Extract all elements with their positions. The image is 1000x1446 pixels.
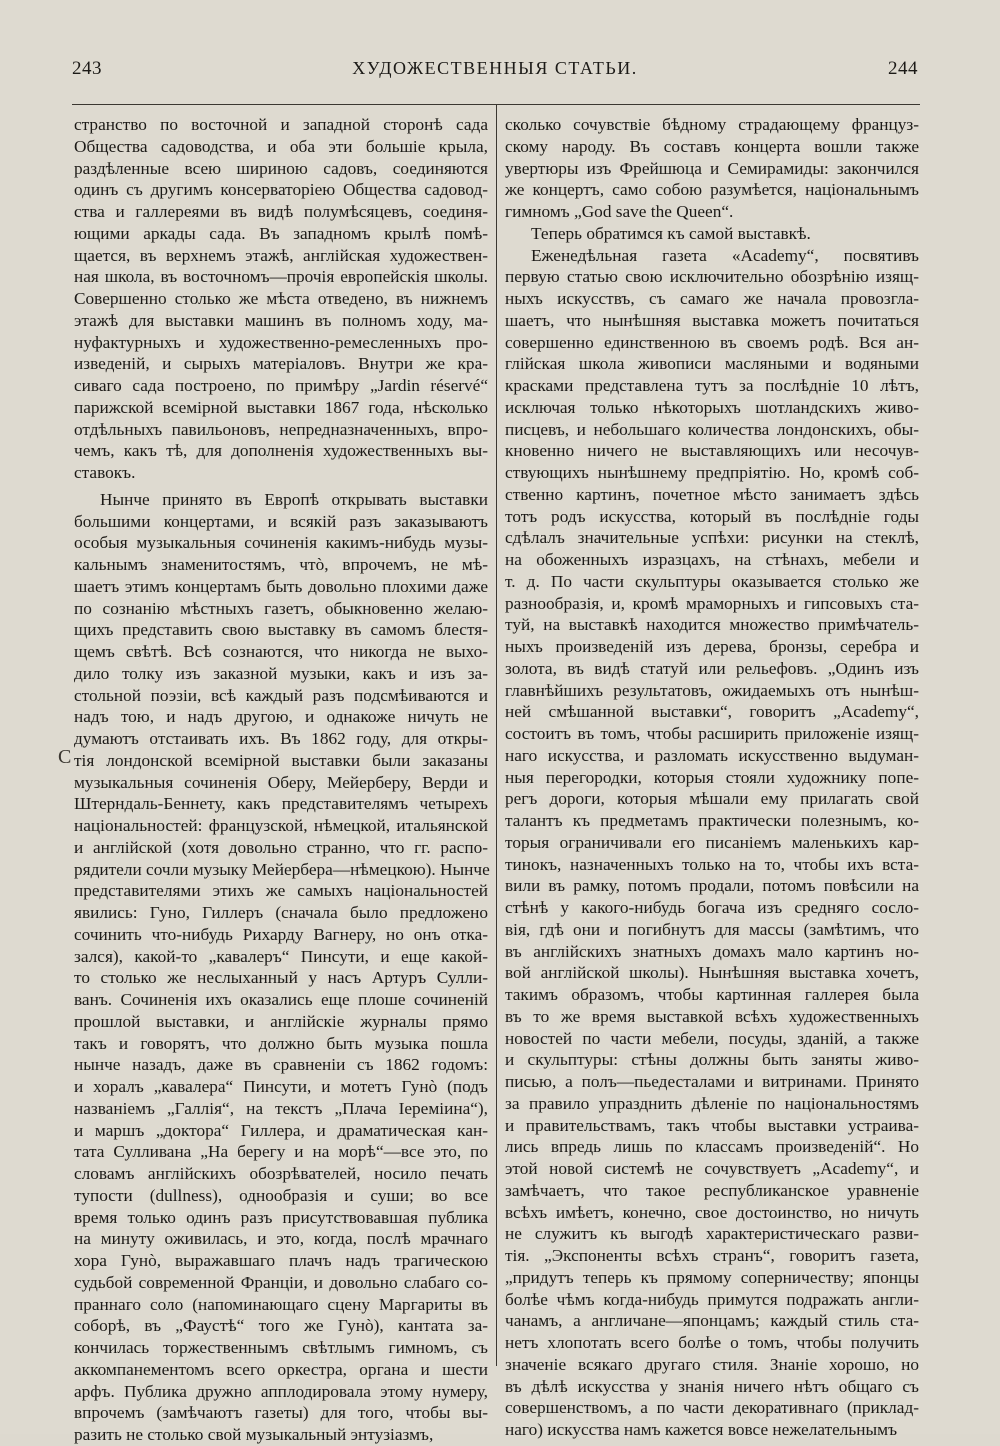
text-line: Штерндаль-Беннету, какъ представителямъ четырехъ <box>74 794 488 814</box>
text-line: время только одинъ разъ присутствовавшая публика <box>74 1207 488 1227</box>
text-line: Совершенно столько же мѣста отведено, въ нижнемъ <box>74 289 488 308</box>
text-line: парижской всемірной выставки 1867 года, нѣсколько <box>74 397 488 417</box>
text-line: и скульптуры: стѣны должны быть заняты живо- <box>505 1050 919 1070</box>
text-line: стольной поэзіи, всѣ каждый разъ подсмѣиваются и <box>74 685 488 705</box>
text-line: Теперь обратимся къ самой выставкѣ. <box>531 223 811 243</box>
text-line: одинъ съ другимъ консерваторіею Общества садовод- <box>74 180 488 200</box>
text-line: щемъ свѣтѣ. Всѣ сознаются, что никогда не выхо- <box>74 642 488 661</box>
right-column <box>505 114 919 1441</box>
text-line: кальнымъ знаменитостямъ, чтò, впрочемъ, не мѣ- <box>74 555 488 574</box>
text-line: т. д. По части скульптуры оказывается столько же <box>505 571 919 591</box>
text-line: соборѣ, въ „Фаустѣ“ того же Гунò), кантата за- <box>74 1316 488 1336</box>
column-divider <box>496 104 497 1366</box>
text-line: зался), какой-то „кавалеръ“ Пинсути, и еще какой- <box>74 946 488 966</box>
text-line: такимъ образомъ, чтобы картинная галлерея была <box>505 985 919 1004</box>
margin-note: С <box>58 746 72 768</box>
text-line: всѣхъ имѣетъ, конечно, свое достоинство, но ничуть <box>505 1202 919 1222</box>
text-line: раздѣленные всею шириною садовъ, соединяются <box>74 158 488 178</box>
text-line: и правительствамъ, такъ чтобы выставки устраива- <box>505 1115 919 1135</box>
text-line: нуфактурныхъ и художественно-ремесленныхъ про- <box>74 332 488 352</box>
text-line: такъ и говорятъ, что должно быть музыка пошла <box>74 1033 488 1053</box>
text-line: писью, а полъ—пьедесталами и витринами. Принято <box>505 1072 919 1091</box>
text-line: новостей по части мебели, посуды, зданій, а также <box>505 1028 919 1048</box>
text-line: разить не столько свой музыкальный энтузіазмъ, <box>74 1425 434 1444</box>
left-column <box>74 114 488 1446</box>
text-line: представителями этихъ же самыхъ національностей <box>74 881 488 901</box>
text-line: ней смѣшанной выставки“, говоритъ „Academy“, <box>505 702 919 722</box>
text-line: Еженедѣльная газета «Academy“, посвятивъ <box>531 245 919 265</box>
text-line: арфъ. Публика дружно апплодировала этому нумеру, <box>74 1381 488 1401</box>
text-line: національностей: французской, нѣмецкой, итальянской <box>74 816 488 835</box>
text-line: вія, гдѣ они и погибнутъ для массы (замѣтимъ, что <box>505 919 919 939</box>
text-line: странство по восточной и западной сторонѣ сада <box>74 115 488 134</box>
text-line: щихъ представить свою выставку въ самомъ блестя- <box>74 620 488 640</box>
text-line: дило толку изъ заказной музыки, какъ и изъ за- <box>74 663 488 683</box>
text-line: на минуту оживилась, и это, когда, послѣ мрачнаго <box>74 1229 488 1249</box>
text-line: стѣнѣ у какого-нибудь богача изъ средняго сосло- <box>505 898 919 917</box>
text-line: золота, въ видѣ статуй или рельефовъ. „Одинъ изъ <box>505 658 919 678</box>
text-line: кновенно ничего не выставляющихъ или несочув- <box>505 441 919 461</box>
text-line: рядители сочли музыку Мейербера—нѣмецкою). Нынче <box>74 859 490 879</box>
text-line: отдѣльныхъ павильоновъ, непредназначенныхъ, впро- <box>74 419 488 439</box>
text-line: и маршъ „доктора“ Гиллера, и драматическая кан- <box>74 1120 488 1140</box>
text-line: увертюры изъ Фрейшюца и Семирамиды: закончился <box>505 158 919 178</box>
text-line: въ англійскихъ знатныхъ домахъ мало картинъ но- <box>505 941 919 961</box>
text-line: то столько же неслыханный у насъ Артуръ Сулли- <box>74 968 488 988</box>
text-line: талантъ къ предметамъ практически полезнымъ, ко- <box>505 811 919 830</box>
text-line: совершенствомъ, а по части декоративнаго (приклад- <box>505 1398 919 1418</box>
text-line: сдѣлалъ значительные успѣхи: рисунки на стеклѣ, <box>505 528 919 548</box>
text-line: словамъ англійскихъ обозрѣвателей, носило печать <box>74 1164 488 1183</box>
text-line: на обоженныхъ изразцахъ, на стѣнахъ, мебели и <box>505 550 919 569</box>
text-line: не служитъ къ выгодѣ характеристическаго разви- <box>505 1224 919 1244</box>
text-line: тупости (dullness), однообразія и суши; во все <box>74 1185 488 1205</box>
text-line: шаетъ этимъ концертамъ быть довольно плохими даже <box>74 576 488 596</box>
text-line: нетъ хлопотать всего болѣе о томъ, чтобы получить <box>505 1333 919 1352</box>
text-line: сколько сочувствіе бѣдному страдающему француз- <box>505 115 919 134</box>
text-line: въ дѣлѣ искусства у знанія ничего нѣтъ общаго съ <box>505 1376 919 1396</box>
text-line: за правило упразднить дѣленіе по національностямъ <box>505 1093 919 1113</box>
text-line: названіемъ „Галлія“, на текстъ „Плача Іереміина“), <box>74 1098 488 1118</box>
text-line: большими концертами, и всякій разъ заказываютъ <box>74 511 488 531</box>
text-line: совершенно единственною въ своемъ родѣ. Вся ан- <box>505 332 919 352</box>
text-line: вой англійской школы). Нынѣшняя выставка хочетъ, <box>505 963 919 983</box>
text-line: наго) искусства намъ кажется вовсе нежелательнымъ <box>505 1420 898 1439</box>
text-line: изведеній, и сырыхъ матеріаловъ. Внутри же кра- <box>74 354 488 374</box>
text-line: болѣе чѣмъ когда-нибудь примутся подражать англи- <box>505 1289 919 1309</box>
text-line: лись впредь лишь по классамъ произведеній“. Но <box>505 1137 919 1157</box>
text-line: шаетъ, что нынѣшняя выставка можетъ почитаться <box>505 310 919 330</box>
text-line: главнѣйшихъ результатовъ, ожидаемыхъ отъ нынѣш- <box>505 680 919 700</box>
text-line: исключая только нѣкоторыхъ шотландскихъ живо- <box>505 397 919 417</box>
text-line: этажѣ для выставки машинъ въ полномъ ходу, ма- <box>74 310 488 330</box>
text-line: прошлой выставки, и англійскіе журналы прямо <box>74 1011 488 1031</box>
text-line: чемъ, какъ тѣ, для дополненія художественныхъ вы- <box>74 441 488 461</box>
text-line: судьбой современной Франціи, и довольно слабаго со- <box>74 1272 488 1292</box>
text-line: кончилась торжественнымъ свѣтлымъ гимномъ, съ <box>74 1338 488 1357</box>
text-line: ставокъ. <box>74 463 136 482</box>
text-line: тія. „Экспоненты всѣхъ странъ“, говоритъ газета, <box>505 1246 919 1265</box>
text-line: сочинить что-нибудь Рихарду Вагнеру, но онъ отка- <box>74 924 488 944</box>
text-line: ствующихъ нынѣшнему предпріятію. Но, кромѣ соб- <box>505 463 919 482</box>
text-line: регъ дороги, которыя мѣшали ему прилагать свой <box>505 789 919 809</box>
text-line: впрочемъ (замѣчаютъ газеты) для того, чтобы вы- <box>74 1403 488 1423</box>
text-line: писцевъ, и небольшаго количества лондонскихъ, обы- <box>505 419 919 439</box>
text-line: Нынче принято въ Европѣ открывать выставки <box>100 489 488 509</box>
text-line: ванъ. Сочиненія ихъ оказались еще плоше сочиненій <box>74 990 488 1009</box>
text-line: и хоралъ „кавалера“ Пинсути, и мотетъ Гунò (подъ <box>74 1077 488 1096</box>
text-line: по сознанію мѣстныхъ газетъ, обыкновенно желаю- <box>74 598 488 618</box>
text-line: значеніе всякаго другаго стиля. Знаніе хорошо, но <box>505 1354 919 1374</box>
text-line: Общества садоводства, и оба эти большіе крыла, <box>74 136 488 156</box>
page-number-left: 243 <box>72 58 102 79</box>
text-line: тія лондонской всемірной выставки были заказаны <box>74 750 488 770</box>
text-line: тотъ родъ искусства, который въ послѣдніе годы <box>505 506 919 526</box>
text-line: хора Гунò, выражавшаго плачъ надъ трагическою <box>74 1251 488 1270</box>
text-line: надъ тою, и надъ другою, и однакоже ничуть не <box>74 707 488 727</box>
page-header <box>72 58 918 88</box>
text-line: и англійской (хотя довольно странно, что гг. распо- <box>74 837 488 857</box>
page-number-right: 244 <box>888 58 918 79</box>
text-line: глійская школа живописи масляными и водяными <box>505 354 919 374</box>
text-line: замѣчаетъ, что такое республиканское уравненіе <box>505 1180 919 1200</box>
text-line: ныхъ искусствъ, съ самаго же начала провозгла- <box>505 289 919 308</box>
text-line: тата Сулливана „На берегу и на морѣ“—все это, по <box>74 1142 488 1162</box>
text-line: нынче назадъ, даже въ сравненіи съ 1862 годомъ: <box>74 1055 488 1075</box>
text-line: думаютъ отстаивать ихъ. Въ 1862 году, для откры- <box>74 729 488 748</box>
text-line: „придутъ теперь къ прямому соперничеству; японцы <box>505 1267 919 1287</box>
text-line: ства и галлереями въ видѣ полумѣсяцевъ, соединя- <box>74 202 488 221</box>
text-line: въ то же время выставкой всѣхъ художественныхъ <box>505 1006 919 1026</box>
text-line: особыя музыкальныя сочиненія какимъ-нибудь музы- <box>74 533 488 553</box>
text-line: туй, на выставкѣ находится множество примѣчатель- <box>505 615 919 635</box>
text-line: ныя перегородки, которыя стояли художнику попе- <box>505 767 919 787</box>
running-title: ХУДОЖЕСТВЕННЫЯ СТАТЬИ. <box>352 58 638 78</box>
text-line: чанамъ, а англичане—японцамъ; каждый стиль ста- <box>505 1311 919 1331</box>
text-line: явились: Гуно, Гиллеръ (сначала было предложено <box>74 903 488 922</box>
text-line: гимномъ „God save the Queen“. <box>505 202 734 221</box>
text-line: ющими аркады сада. Въ западномъ крылѣ помѣ- <box>74 223 488 243</box>
text-line: ная школа, въ восточномъ—прочія европейскія школы. <box>74 267 488 287</box>
text-line: музыкальныя сочиненія Оберу, Мейерберу, Верди и <box>74 772 488 792</box>
text-line: красками представлена тутъ за послѣдніе 10 лѣтъ, <box>505 376 919 395</box>
text-line: ныхъ произведеній изъ дерева, бронзы, серебра и <box>505 637 919 656</box>
text-line: первую статью свою исключительно обозрѣнію изящ- <box>505 267 919 287</box>
text-line: сиваго сада построено, по примѣру „Jardin réservé“ <box>74 376 488 395</box>
text-line: состоитъ въ томъ, чтобы расширить приложеніе изящ- <box>505 724 919 743</box>
text-line: аккомпанементомъ всего оркестра, органа и шести <box>74 1359 488 1379</box>
text-line: этой новой системѣ не сочувствуетъ „Academy“, и <box>505 1159 919 1178</box>
text-line: разнообразія, и, кромѣ мраморныхъ и гипсовыхъ ста- <box>505 593 919 613</box>
text-line: скому народу. Въ составъ концерта вошли также <box>505 136 919 156</box>
text-line: щается, въ верхнемъ этажѣ, англійская художествен- <box>74 245 488 265</box>
text-line: вили въ рамку, потомъ продали, потомъ повѣсили на <box>505 876 919 896</box>
text-line: же концертъ, само собою разумѣется, національнымъ <box>505 180 919 200</box>
text-line: наго искусства, и разломать искусственно выдуман- <box>505 745 919 765</box>
text-line: праннаго соло (напоминающаго сцену Маргариты въ <box>74 1294 488 1314</box>
text-line: торыя ограничивали его писаніемъ маленькихъ кар- <box>505 832 919 852</box>
text-line: тинокъ, назначенныхъ только на то, чтобы ихъ вста- <box>505 854 919 874</box>
text-line: ственно картинъ, почетное мѣсто занимаетъ здѣсь <box>505 484 919 504</box>
